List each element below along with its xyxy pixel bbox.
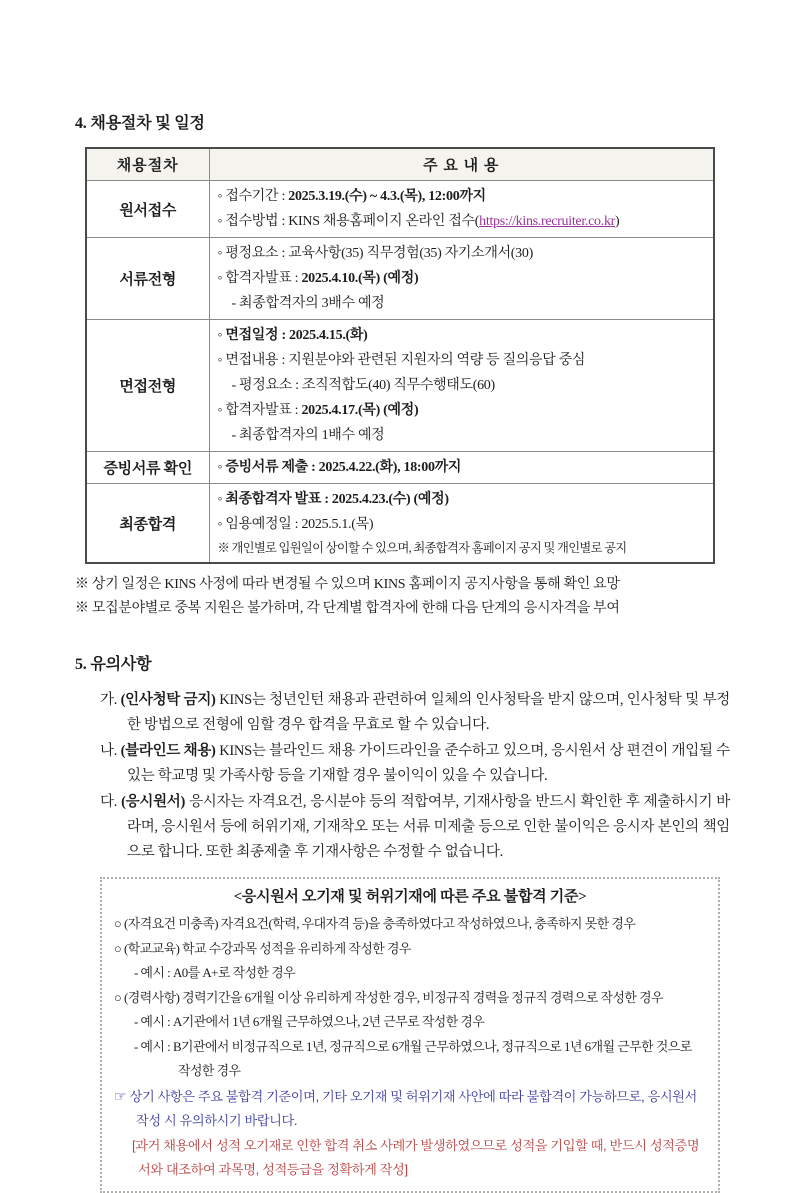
notice-item-blind-recruitment [100,739,730,789]
remark-no-duplicate-application: ※ 모집분야별로 중복 지원은 불가하며, 각 단계별 합격자에 한해 다음 단계의 응시자격을 부여 [75,601,620,616]
header-stage: 채용절차 [86,148,209,181]
criteria-qualification-unmet: ○ (자격요건 미충족) 자격요건(학력, 우대자격 등)을 충족하였다고 작성하였으나, 충족하지 못한 경우 [114,917,636,931]
caution-note-red: [과거 채용에서 성적 오기재로 인한 합격 취소 사례가 발생하였으므로 성적을 기입할 때, 반드시 성적증명서와 대조하여 과목명, 성적등급을 정확하게 작성] [132,1137,700,1177]
caution-text: 상기 사항은 주요 불합격 기준이며, 기타 오기재 및 허위기재 사안에 따라 불합격이 가능하므로, 응시원서 작성 시 유의하시기 바랍니다. [129,1088,697,1128]
recruiter-site-link[interactable]: https://kins.recruiter.co.kr [479,214,616,229]
item-marker: 가. [100,692,121,708]
detail-line [218,266,708,291]
item-text: 응시자는 자격요건, 응시분야 등의 적합여부, 기재사항을 반드시 확인한 후 제출하시기 바라며, 응시원서 등에 허위기재, 기재착오 또는 서류 미제출 등으로 인한 불이익은 응시자 본인의 책임으로 합니다. 또한 최종제출 후 기재사항은 수정할 수 없습니다. [127,794,730,860]
example-career-a: - 예시 : A기관에서 1년 6개월 근무하였으나, 2년 근무로 작성한 경우 [134,1015,485,1029]
detail-line: ◦ 증빙서류 제출 : 2025.4.22.(화), 18:00까지 [217,460,462,475]
line-label: ◦ 합격자발표 : [217,403,302,418]
detail-line [218,398,708,423]
table-row-document-screening [86,238,714,320]
stage-label: 면접전형 [86,320,209,452]
table-row-evidence-documents [86,452,714,484]
criteria-career-history: ○ (경력사항) 경력기간을 6개월 이상 유리하게 작성한 경우, 비정규직 경력을 정규직 경력으로 작성한 경우 [114,990,663,1005]
box-title: <응시원서 오기재 및 허위기재에 따른 주요 불합격 기준> [233,889,587,905]
detail-line: ◦ 임용예정일 : 2025.5.1.(목) [217,517,374,532]
detail-line: ◦ 최종합격자 발표 : 2025.4.23.(수) (예정) [217,492,449,507]
detail-line: ◦ 평정요소 : 교육사항(35) 직무경험(35) 자기소개서(30) [217,246,533,261]
line-close-paren: ) [615,214,620,229]
section5 [75,651,730,1193]
table-header-row [86,148,714,181]
detail-subline: - 평정요소 : 조직적합도(40) 직무수행태도(60) [231,378,495,393]
stage-details [209,181,714,238]
detail-subline: - 최종합격자의 3배수 예정 [231,296,385,311]
stage-label: 원서접수 [86,181,209,238]
stage-details [209,452,714,484]
pointing-finger-icon: ☞ [114,1087,130,1104]
item-text: KINS는 청년인턴 채용과 관련하여 일체의 인사청탁을 받지 않으며, 인사청탁 및 부정한 방법으로 전형에 임할 경우 합격을 무효로 할 수 있습니다. [127,692,730,733]
stage-label: 서류전형 [86,238,209,320]
line-date: 2025.4.10.(목) (예정) [301,271,419,286]
detail-line [218,209,708,234]
table-row-final-pass [86,484,714,564]
section4-title: 4. 채용절차 및 일정 [75,115,205,132]
detail-line [218,184,708,209]
notice-item-application-form [100,790,730,865]
caution-note-blue [114,1084,706,1134]
stage-details [209,484,714,564]
item-lead: (응시원서) [121,794,186,810]
criteria-school-education: ○ (학교교육) 학교 수강과목 성적을 유리하게 작성한 경우 [114,941,411,956]
example-grade: - 예시 : A0를 A+로 작성한 경우 [134,966,296,980]
notice-item-solicitation-ban [100,688,730,738]
table-row-interview [86,320,714,452]
stage-details [209,320,714,452]
recruitment-schedule-table [85,147,715,564]
line-label: ◦ 합격자발표 : [217,271,302,286]
example-career-b: - 예시 : B기관에서 비정규직으로 1년, 정규직으로 6개월 근무하였으나, 정규직으로 1년 6개월 근무한 것으로 작성한 경우 [134,1039,692,1078]
table-row-application [86,181,714,238]
stage-label: 최종합격 [86,484,209,564]
remark-schedule-change: ※ 상기 일정은 KINS 사정에 따라 변경될 수 있으며 KINS 홈페이지 공지사항을 통해 확인 요망 [75,577,620,592]
disqualification-criteria-box [100,877,720,1193]
line-date: 2025.3.19.(수) ~ 4.3.(목), 12:00까지 [288,189,486,204]
line-label: ◦ 접수기간 : [217,189,289,204]
item-marker: 다. [100,794,122,810]
table-remarks [75,573,730,621]
individual-notice-note: ※ 개인별로 입원일이 상이할 수 있으며, 최종합격자 홈페이지 공지 및 개인별로 공지 [217,541,627,555]
detail-subline: - 최종합격자의 1배수 예정 [231,428,385,443]
detail-line: ◦ 면접일정 : 2025.4.15.(화) [217,328,368,343]
item-text: KINS는 블라인드 채용 가이드라인을 준수하고 있으며, 응시원서 상 편견이 개입될 수 있는 학교명 및 가족사항 등을 기재할 경우 불이익이 있을 수 있습니다. [127,743,730,784]
item-lead: (인사청탁 금지) [120,692,216,708]
detail-line: ◦ 면접내용 : 지원분야와 관련된 지원자의 역량 등 질의응답 중심 [217,353,586,368]
header-content: 주 요 내 용 [209,148,714,181]
line-date: 2025.4.17.(목) (예정) [301,403,419,418]
section5-title: 5. 유의사항 [75,656,152,673]
line-label: ◦ 접수방법 : KINS 채용홈페이지 온라인 접수( [217,214,480,229]
item-lead: (블라인드 채용) [120,743,216,759]
stage-details [209,238,714,320]
item-marker: 나. [100,743,121,759]
stage-label: 증빙서류 확인 [86,452,209,484]
notice-list [100,688,730,865]
